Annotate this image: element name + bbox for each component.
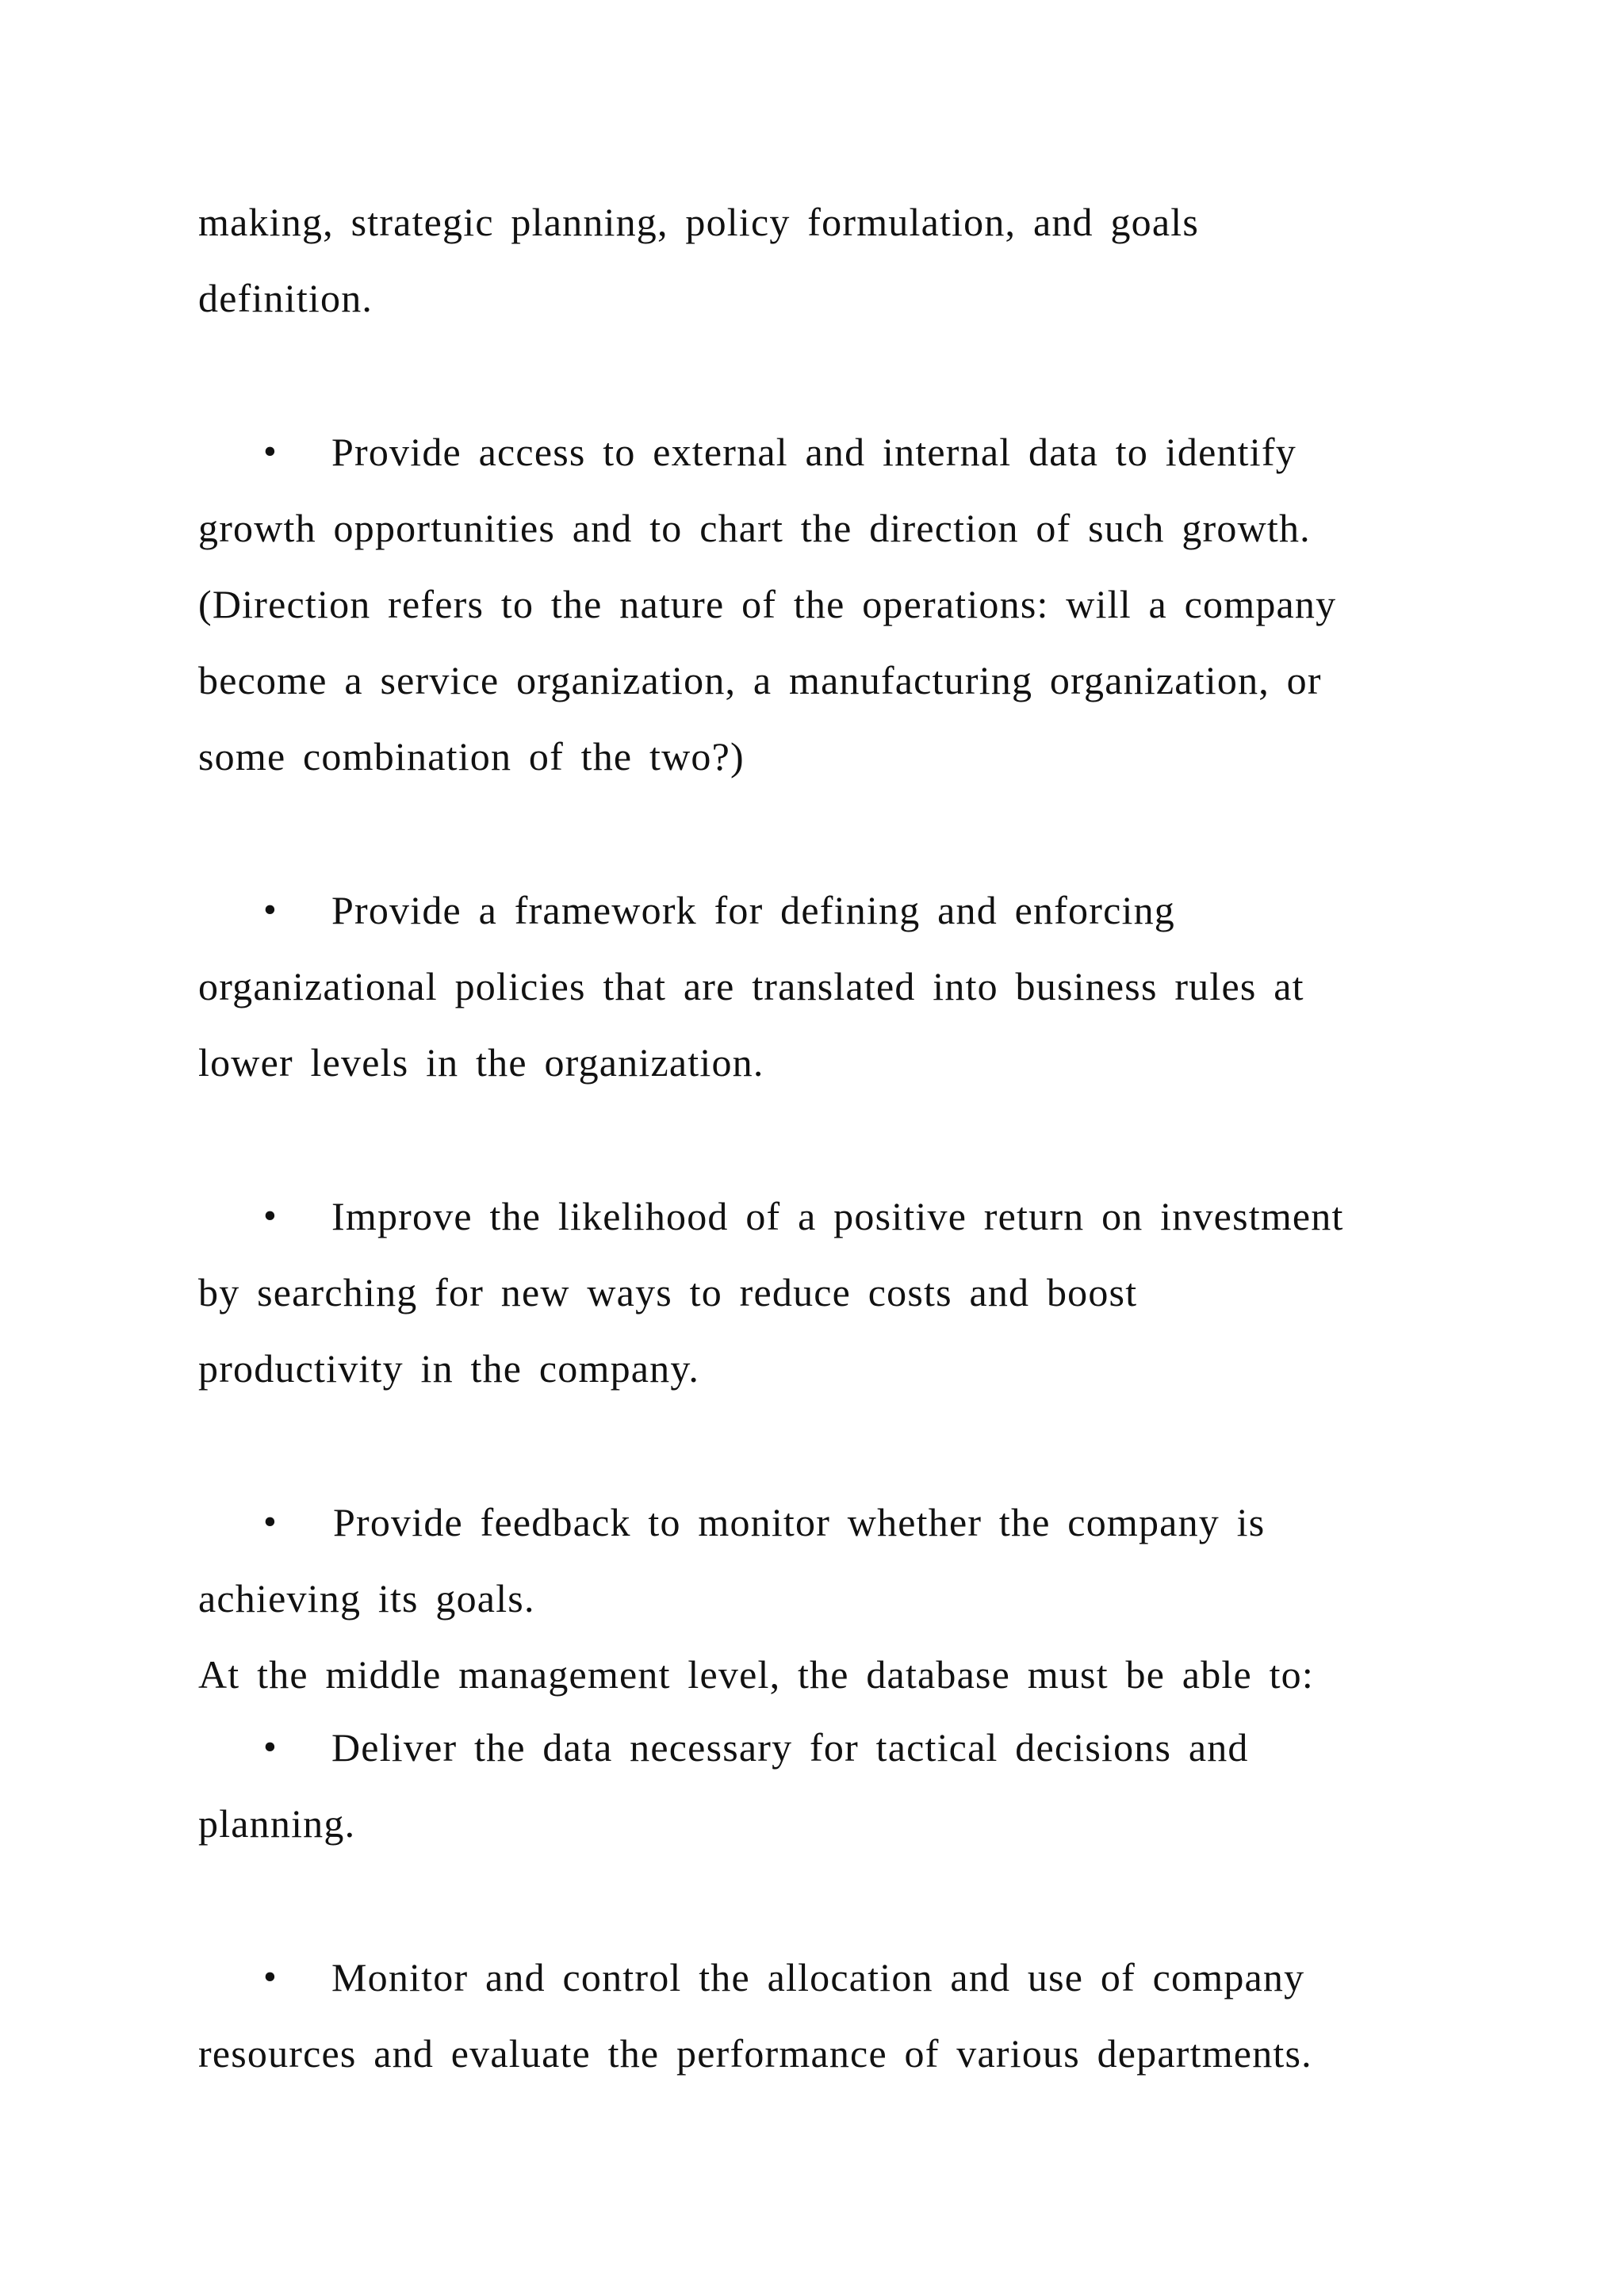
- paragraph-line: resources and evaluate the performance of various departments.: [198, 2031, 1312, 2076]
- paragraph-line: organizational policies that are translated into business rules at: [198, 964, 1304, 1008]
- bullet-symbol: •: [263, 889, 277, 931]
- bullet-symbol: •: [263, 1726, 277, 1768]
- bullet-first-line: Improve the likelihood of a positive return on investment: [331, 1194, 1344, 1238]
- bullet-first-line: Monitor and control the allocation and use of company: [331, 1955, 1305, 1999]
- paragraph-line: planning.: [198, 1801, 356, 1846]
- bullet-first-line: Deliver the data necessary for tactical decisions and: [331, 1725, 1249, 1770]
- paragraph-line: growth opportunities and to chart the direction of such growth.: [198, 506, 1311, 550]
- paragraph-line: become a service organization, a manufacturing organization, or: [198, 658, 1322, 702]
- bullet-first-line: Provide feedback to monitor whether the company is: [333, 1500, 1266, 1544]
- bullet-symbol: •: [263, 1195, 277, 1237]
- paragraph-line: achieving its goals.: [198, 1576, 535, 1621]
- paragraph-line: some combination of the two?): [198, 734, 745, 779]
- paragraph-line: lower levels in the organization.: [198, 1040, 764, 1085]
- bullet-first-line: Provide access to external and internal data to identify: [331, 430, 1297, 474]
- paragraph-line: (Direction refers to the nature of the operations: will a company: [198, 582, 1337, 626]
- paragraph-line: productivity in the company.: [198, 1346, 700, 1391]
- paragraph-line: by searching for new ways to reduce costs and boost: [198, 1270, 1138, 1314]
- bullet-symbol: •: [263, 430, 277, 473]
- paragraph-line: definition.: [198, 276, 373, 320]
- bullet-symbol: •: [263, 1956, 277, 1998]
- paragraph-line: At the middle management level, the database must be able to:: [198, 1652, 1314, 1697]
- paragraph-line: making, strategic planning, policy formulation, and goals: [198, 200, 1199, 244]
- bullet-first-line: Provide a framework for defining and enforcing: [331, 888, 1175, 932]
- bullet-symbol: •: [263, 1501, 277, 1543]
